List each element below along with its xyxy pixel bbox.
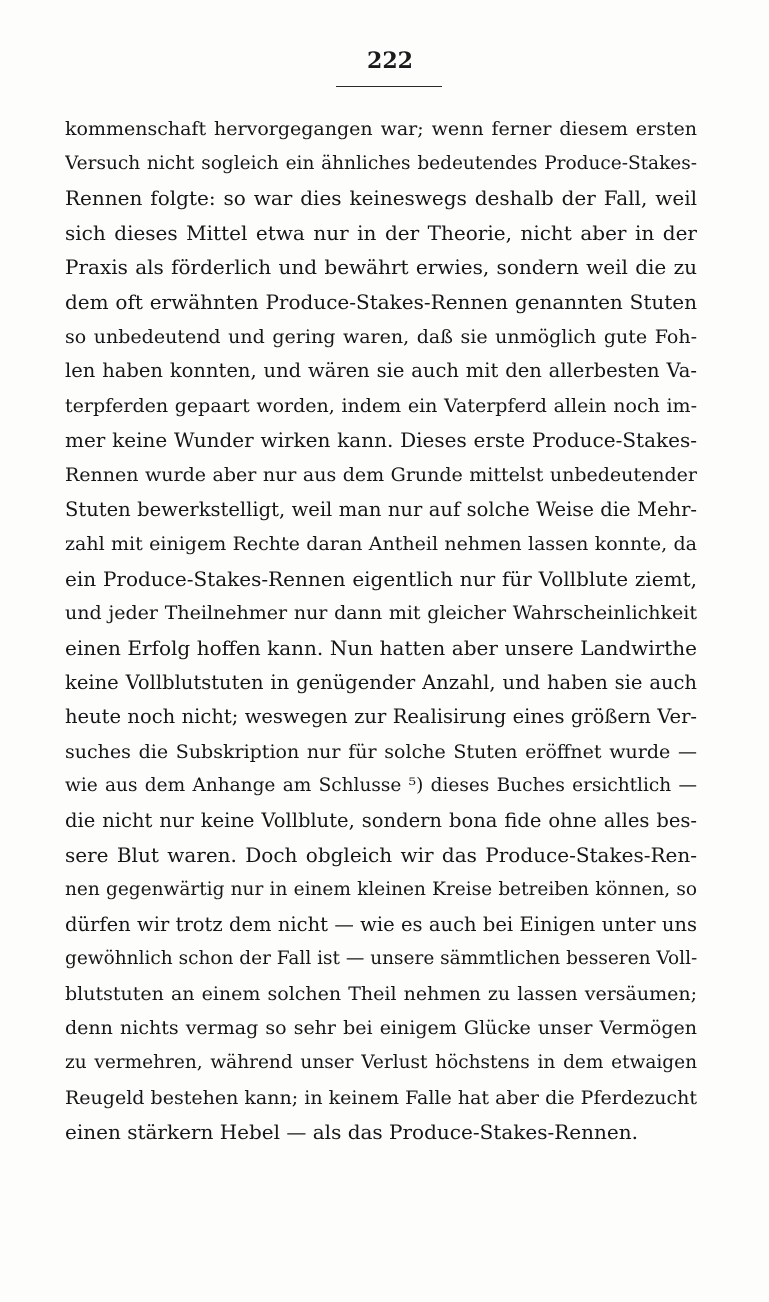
text-line: kommenschaft hervorgegangen war; wenn ferner diesem ersten <box>65 118 697 140</box>
text-line: Reugeld bestehen kann; in keinem Falle hat aber die Pferdezucht <box>65 1086 697 1109</box>
text-line: gewöhnlich schon der Fall ist — unsere sämmtlichen besseren Voll- <box>65 948 697 970</box>
text-line: dürfen wir trotz dem nicht — wie es auch bei Einigen unter uns <box>65 912 697 936</box>
text-line: terpferden gepaart worden, indem ein Vaterpferd allein noch im- <box>65 394 697 417</box>
text-line: nen gegenwärtig nur in einem kleinen Kreise betreiben können, so <box>65 879 697 901</box>
text-line: Versuch nicht sogleich ein ähnliches bedeutendes Produce-Stakes- <box>65 152 697 174</box>
text-line: keine Vollblutstuten in genügender Anzahl, und haben sie auch <box>65 670 697 694</box>
text-line: zahl mit einigem Rechte daran Antheil nehmen lassen konnte, da <box>65 533 697 556</box>
text-line: denn nichts vermag so sehr bei einigem Glücke unser Vermögen <box>65 1017 697 1040</box>
text-line: und jeder Theilnehmer nur dann mit gleicher Wahrscheinlichkeit <box>65 602 697 625</box>
text-line: einen Erfolg hoffen kann. Nun hatten aber unsere Landwirthe <box>65 635 697 660</box>
text-line: heute noch nicht; weswegen zur Realisirung eines größern Ver- <box>65 705 697 729</box>
text-line: die nicht nur keine Vollblute, sondern bona fide ohne alles bes- <box>65 808 697 832</box>
text-line: Praxis als förderlich und bewährt erwies, sondern weil die zu <box>65 255 697 280</box>
header-rule <box>336 86 442 87</box>
text-line: Stuten bewerkstelligt, weil man nur auf solche Weise die Mehr- <box>65 497 697 521</box>
text-line: mer keine Wunder wirken kann. Dieses erste Produce-Stakes- <box>65 428 697 453</box>
text-line: so unbedeutend und gering waren, daß sie unmöglich gute Foh- <box>65 325 697 348</box>
text-line-last: einen stärkern Hebel — als das Produce-Stakes-Rennen. <box>65 1120 638 1145</box>
text-line: len haben konnten, und wären sie auch mit den allerbesten Va- <box>65 359 697 383</box>
text-line: zu vermehren, während unser Verlust höchstens in dem etwaigen <box>65 1052 697 1074</box>
text-line: wie aus dem Anhange am Schlusse ⁵) dieses Buches ersichtlich — <box>65 775 697 797</box>
text-line: blutstuten an einem solchen Theil nehmen zu lassen versäumen; <box>65 982 697 1005</box>
page-number: 222 <box>367 48 413 74</box>
text-line: Rennen wurde aber nur aus dem Grunde mittelst unbedeutender <box>65 463 697 486</box>
text-line: suches die Subskription nur für solche Stuten eröffnet wurde — <box>65 740 697 763</box>
text-line: Rennen folgte: so war dies keineswegs deshalb der Fall, weil <box>65 186 697 211</box>
body-text <box>65 112 697 1150</box>
text-line: sere Blut waren. Doch obgleich wir das Produce-Stakes-Ren- <box>65 843 697 868</box>
text-line: dem oft erwähnten Produce-Stakes-Rennen genannten Stuten <box>65 289 697 314</box>
text-line: ein Produce-Stakes-Rennen eigentlich nur für Vollblute ziemt, <box>65 566 697 591</box>
text-line: sich dieses Mittel etwa nur in der Theorie, nicht aber in der <box>65 220 697 245</box>
